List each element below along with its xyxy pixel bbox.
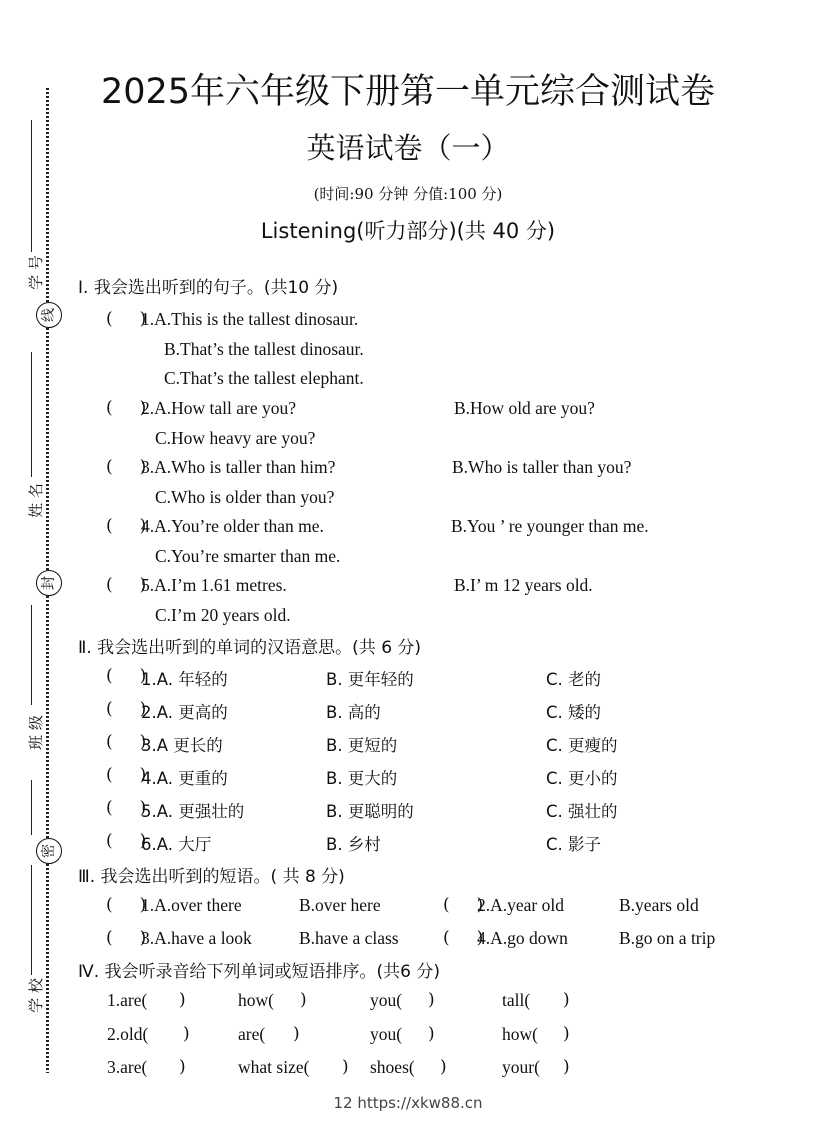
order-bracket-close[interactable]: ) <box>563 1024 570 1044</box>
label-name: 姓 名 <box>26 483 45 518</box>
fill-line-class-lower <box>31 780 32 835</box>
answer-bracket[interactable]: ( ) <box>106 516 147 536</box>
option-c: C. 影子 <box>546 835 602 854</box>
order-bracket-close[interactable]: ) <box>563 990 570 1010</box>
answer-bracket[interactable]: ( ) <box>106 575 147 595</box>
order-bracket-close[interactable]: ) <box>440 1057 447 1077</box>
option-b: B. 更聪明的 <box>326 802 414 821</box>
page-footer: 12 https://xkw88.cn <box>333 1094 483 1112</box>
option-a: 1.A. 年轻的 <box>141 670 228 689</box>
option-line: B.That’s the tallest dinosaur. <box>164 339 364 359</box>
phrase-option: 2.A.year old <box>477 895 564 915</box>
option-a: 2.A. 更高的 <box>141 703 228 722</box>
option-c: C. 更小的 <box>546 769 618 788</box>
answer-bracket[interactable]: ( ) <box>106 398 147 418</box>
option-line: C.How heavy are you? <box>155 428 316 448</box>
question-line: 2.A.How tall are you? <box>141 398 297 418</box>
answer-bracket[interactable]: ( ) <box>106 895 147 915</box>
section2-heading: Ⅱ. 我会选出听到的单词的汉语意思。(共 6 分) <box>78 638 422 658</box>
answer-bracket[interactable]: ( ) <box>106 732 147 752</box>
listening-heading: Listening(听力部分)(共 40 分) <box>260 219 556 243</box>
section4-heading: Ⅳ. 我会听录音给下列单词或短语排序。(共6 分) <box>78 962 440 982</box>
order-bracket-close[interactable]: ) <box>342 1057 349 1077</box>
answer-bracket[interactable]: ( ) <box>443 928 484 948</box>
option-a: 5.A. 更强壮的 <box>141 802 245 821</box>
page-title: 2025年六年级下册第一单元综合测试卷 <box>100 72 716 112</box>
phrase-option: B.go on a trip <box>619 928 716 948</box>
phrase-option: B.years old <box>619 895 699 915</box>
option-line: B.Who is taller than you? <box>452 457 632 477</box>
label-student-id: 学 号 <box>26 255 45 290</box>
order-item: tall( <box>502 990 531 1010</box>
option-a: 4.A. 更重的 <box>141 769 228 788</box>
fill-line-class <box>31 605 32 705</box>
time-score-line: (时间:90 分钟 分值:100 分) <box>313 185 503 203</box>
question-line: 3.A.Who is taller than him? <box>141 457 336 477</box>
option-a: 3.A 更长的 <box>141 736 223 755</box>
option-line: C.That’s the tallest elephant. <box>164 368 364 388</box>
option-line: B.I’ m 12 years old. <box>454 575 593 595</box>
order-item: what size( <box>238 1057 310 1077</box>
order-item: 3.are( <box>107 1057 148 1077</box>
order-item: you( <box>370 1024 403 1044</box>
order-item: your( <box>502 1057 540 1077</box>
phrase-option: B.over here <box>299 895 381 915</box>
option-b: B. 更短的 <box>326 736 398 755</box>
phrase-option: 4.A.go down <box>477 928 568 948</box>
phrase-option: B.have a class <box>299 928 399 948</box>
label-class: 班 级 <box>26 715 45 750</box>
seal-line: 线 <box>36 302 62 328</box>
phrase-option: 1.A.over there <box>141 895 242 915</box>
answer-bracket[interactable]: ( ) <box>106 928 147 948</box>
label-school: 学 校 <box>26 978 45 1013</box>
question-line: 4.A.You’re older than me. <box>141 516 324 536</box>
answer-bracket[interactable]: ( ) <box>106 798 147 818</box>
order-bracket-close[interactable]: ) <box>428 1024 435 1044</box>
answer-bracket[interactable]: ( ) <box>106 666 147 686</box>
order-item: 1.are( <box>107 990 148 1010</box>
order-item: you( <box>370 990 403 1010</box>
phrase-option: 3.A.have a look <box>141 928 252 948</box>
question-line: 5.A.I’m 1.61 metres. <box>141 575 287 595</box>
answer-bracket[interactable]: ( ) <box>106 309 147 329</box>
fill-line-school <box>31 865 32 975</box>
section1-heading: Ⅰ. 我会选出听到的句子。(共10 分) <box>78 278 339 298</box>
order-bracket-close[interactable]: ) <box>428 990 435 1010</box>
order-bracket-close[interactable]: ) <box>563 1057 570 1077</box>
seal-seal: 封 <box>36 570 62 596</box>
option-line: C.Who is older than you? <box>155 487 335 507</box>
seal-secret: 密 <box>36 838 62 864</box>
section3-heading: Ⅲ. 我会选出听到的短语。( 共 8 分) <box>78 867 345 887</box>
order-bracket-close[interactable]: ) <box>293 1024 300 1044</box>
option-b: B. 更年轻的 <box>326 670 414 689</box>
order-bracket-close[interactable]: ) <box>179 1057 186 1077</box>
option-c: C. 老的 <box>546 670 602 689</box>
option-b: B. 高的 <box>326 703 381 722</box>
order-item: are( <box>238 1024 266 1044</box>
answer-bracket[interactable]: ( ) <box>106 831 147 851</box>
option-line: B.You ’ re younger than me. <box>451 516 649 536</box>
page-subtitle: 英语试卷（一） <box>306 131 510 165</box>
answer-bracket[interactable]: ( ) <box>443 895 484 915</box>
order-item: how( <box>238 990 274 1010</box>
order-item: 2.old( <box>107 1024 149 1044</box>
question-line: 1.A.This is the tallest dinosaur. <box>141 309 359 329</box>
answer-bracket[interactable]: ( ) <box>106 765 147 785</box>
option-b: B. 乡村 <box>326 835 381 854</box>
option-line: C.I’m 20 years old. <box>155 605 291 625</box>
order-item: shoes( <box>370 1057 415 1077</box>
order-item: how( <box>502 1024 538 1044</box>
option-b: B. 更大的 <box>326 769 398 788</box>
fill-line-name <box>31 352 32 477</box>
order-bracket-close[interactable]: ) <box>179 990 186 1010</box>
option-a: 6.A. 大厅 <box>141 835 212 854</box>
answer-bracket[interactable]: ( ) <box>106 699 147 719</box>
option-line: C.You’re smarter than me. <box>155 546 341 566</box>
order-bracket-close[interactable]: ) <box>300 990 307 1010</box>
order-bracket-close[interactable]: ) <box>183 1024 190 1044</box>
answer-bracket[interactable]: ( ) <box>106 457 147 477</box>
option-c: C. 强壮的 <box>546 802 618 821</box>
option-c: C. 更瘦的 <box>546 736 618 755</box>
option-c: C. 矮的 <box>546 703 602 722</box>
option-line: B.How old are you? <box>454 398 595 418</box>
